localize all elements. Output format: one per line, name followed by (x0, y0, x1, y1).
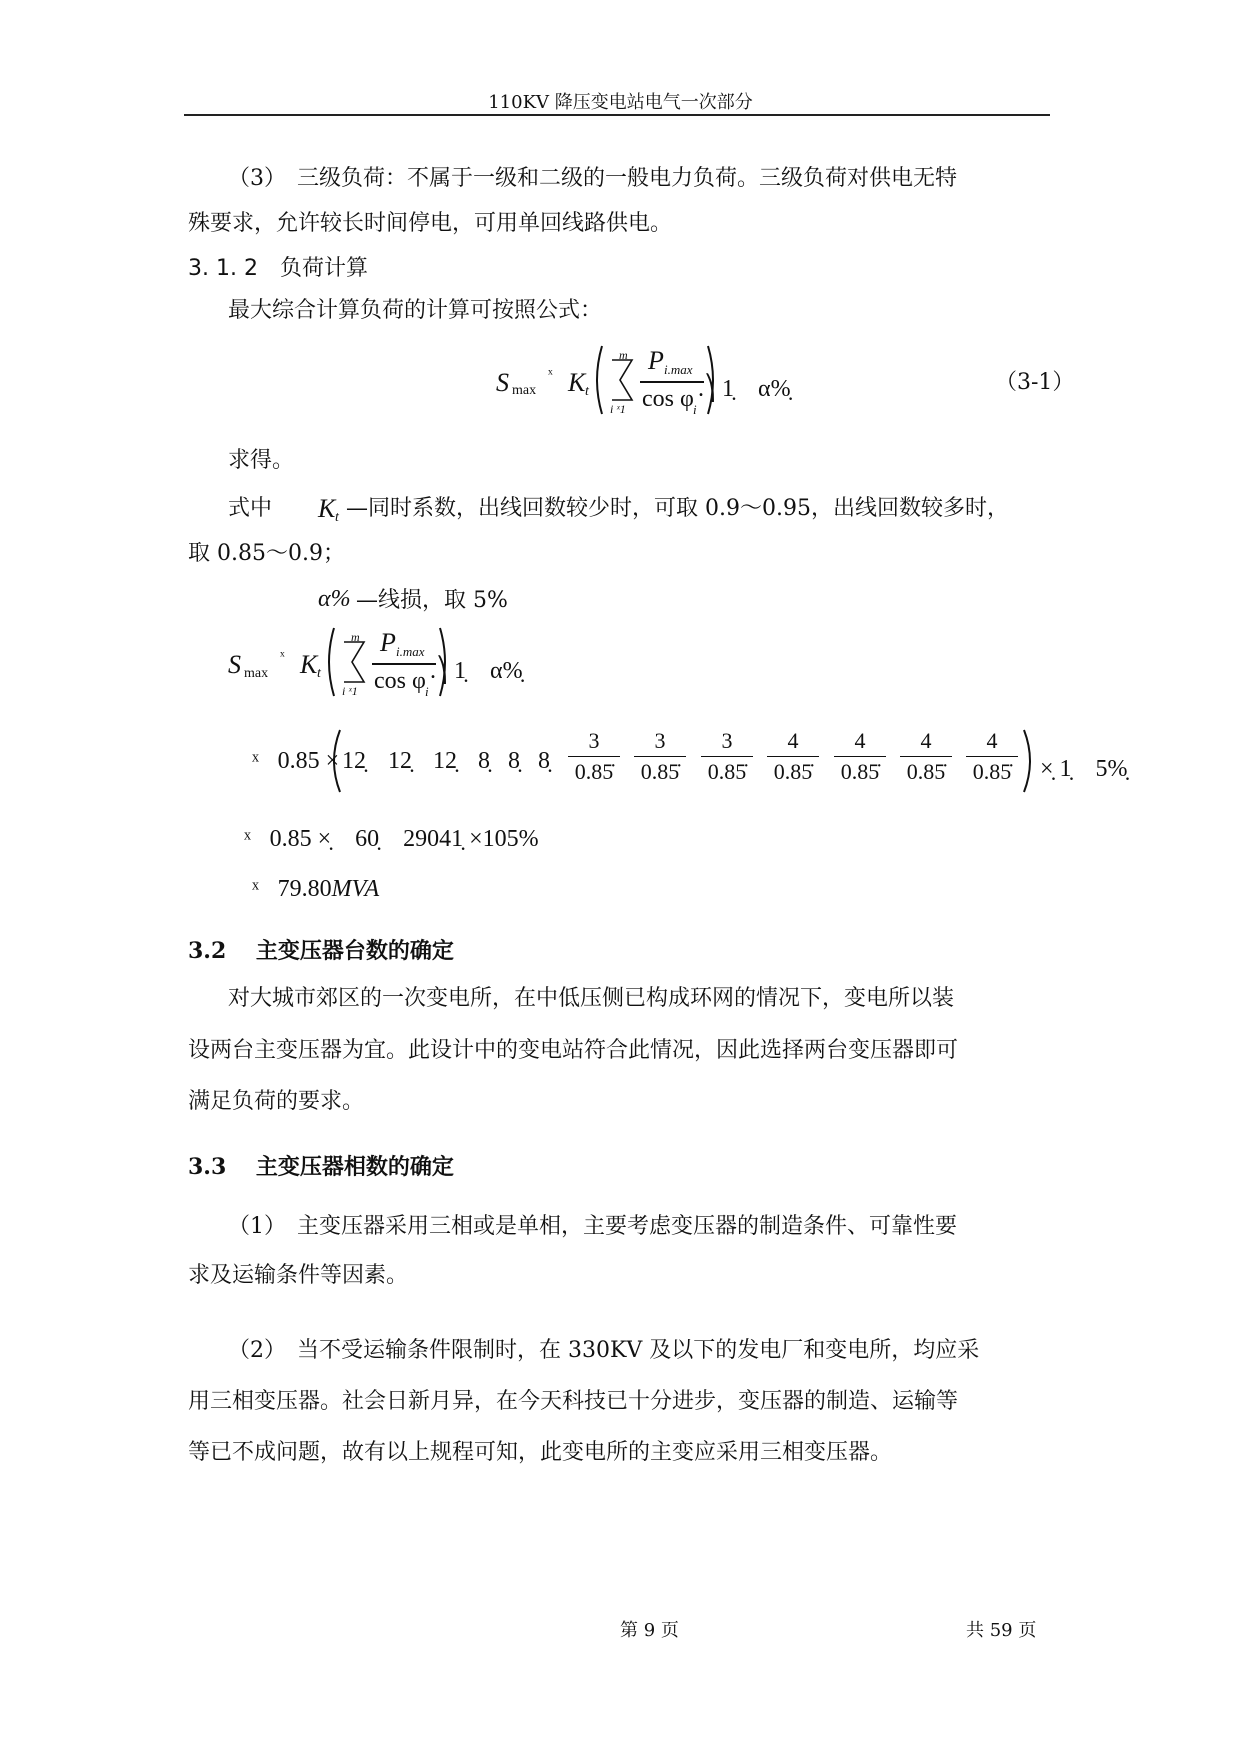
formula-symbol: S (228, 650, 241, 679)
formula-tail: .⎞ 1̣ α%̣ (698, 376, 791, 402)
formula-tail: ×̣ 1̣ 5%̣ (1040, 756, 1128, 782)
formula-numerator: P (648, 346, 664, 375)
paragraph-line: （1） 主变压器采用三相或是单相，主要考虑变压器的制造条件、可靠性要 (228, 1214, 957, 1239)
formula-fraction (634, 728, 686, 785)
fraction-numerator: 4 (767, 728, 819, 757)
symbol-alpha: α% (318, 586, 351, 612)
formula-result (252, 876, 379, 903)
section-heading-3-1-2: 3. 1. 2 负荷计算 (188, 256, 368, 281)
formula-sigma-top: m (619, 348, 628, 362)
paragraph-line: （3） 三级负荷：不属于一级和二级的一般电力负荷。三级负荷对供电无特 (228, 166, 957, 191)
page-header-title: 110KV 降压变电站电气一次部分 (488, 92, 753, 113)
formula-subscript: i (693, 402, 697, 417)
symbol-k-subscript: t (335, 510, 339, 525)
page-total: 共 59 页 (966, 1620, 1037, 1641)
formula-term: 8̣ (508, 748, 520, 774)
paragraph-line: 取 0.85～0.9； (188, 541, 345, 566)
formula-symbol: S (496, 368, 509, 397)
formula-subscript: max (512, 383, 537, 398)
fraction-bar (640, 381, 704, 383)
formula-result-unit: MVA (331, 876, 380, 902)
formula-numerator: P (380, 628, 396, 657)
paragraph-line: 用三相变压器。社会日新月异，在今天科技已十分进步，变压器的制造、运输等 (188, 1389, 959, 1414)
formula-denominator: cos φ (642, 386, 694, 412)
paragraph-line: 式中 (228, 496, 273, 521)
formula-sigma-bottom: i ˣ1 (342, 684, 358, 698)
formula-subscript: i.max (664, 362, 693, 377)
formula-subscript: i (425, 684, 429, 699)
formula-symbol: K (300, 650, 318, 679)
formula-sigma-top: m (351, 630, 360, 644)
fraction-denominator: 0.85̇ (906, 759, 946, 784)
formula-subscript: t (585, 384, 589, 399)
formula-term: 12̣ (433, 748, 457, 774)
formula-fraction (900, 728, 952, 785)
formula-result-value: ˣ᪰79.80 (252, 876, 332, 902)
paragraph-line: 求及运输条件等因素。 (188, 1263, 409, 1288)
formula-subscript: max (244, 666, 269, 681)
header-divider (184, 114, 1050, 116)
section-heading-3-2: 3.2 主变压器台数的确定 (188, 938, 454, 964)
formula-fraction (834, 728, 886, 785)
symbol-k: K (318, 494, 336, 523)
fraction-bar (372, 663, 436, 665)
fraction-denominator: 0.85̇ (640, 759, 680, 784)
formula-fraction (966, 728, 1018, 785)
formula-fraction (767, 728, 819, 785)
fraction-denominator: 0.85̇ (707, 759, 747, 784)
paragraph-line: 设两台主变压器为宜。此设计中的变电站符合此情况，因此选择两台变压器即可 (188, 1038, 959, 1063)
right-paren (1018, 726, 1038, 796)
formula-tail: .⎞ 1̣ α%̣ (430, 658, 523, 684)
paragraph-line: （2） 当不受运输条件限制时，在 330KV 及以下的发电厂和变电所，均应采 (228, 1338, 980, 1363)
paragraph-line: —同时系数，出线回数较少时，可取 0.9～0.95，出线回数较多时， (346, 496, 1009, 521)
formula-term: 12̣ (388, 748, 412, 774)
fraction-denominator: 0.85̇ (840, 759, 880, 784)
formula-term: 12̣ (342, 748, 366, 774)
formula-fraction (701, 728, 753, 785)
fraction-numerator: 4 (900, 728, 952, 757)
fraction-denominator: 0.85̇ (972, 759, 1012, 784)
page-number: 第 9 页 (620, 1620, 679, 1641)
formula-fraction (568, 728, 620, 785)
equation-number: （3-1） (995, 370, 1075, 395)
paragraph-line: 殊要求，允许较长时间停电，可用单回线路供电。 (188, 211, 673, 236)
formula-result-step: ˣ᪰0.85 ×̣ 60̣ 29041̣ ×105% (244, 826, 539, 852)
fraction-denominator: 0.85̇ (574, 759, 614, 784)
formula-lead: ˣ᪰0.85 × (252, 748, 340, 774)
paragraph-line: 对大城市郊区的一次变电所，在中低压侧已构成环网的情况下，变电所以装 (228, 986, 955, 1011)
formula-subscript: i.max (396, 644, 425, 659)
fraction-numerator: 4 (966, 728, 1018, 757)
section-heading-3-3: 3.3 主变压器相数的确定 (188, 1154, 454, 1180)
paragraph-line: 满足负荷的要求。 (188, 1089, 365, 1114)
formula-symbol: K (568, 368, 586, 397)
formula-denominator: cos φ (374, 668, 426, 694)
paragraph-line: —线损，取 5% (356, 588, 508, 613)
formula-subscript: t (317, 666, 321, 681)
fraction-numerator: 4 (834, 728, 886, 757)
paragraph-line: 等已不成问题，故有以上规程可知，此变电所的主变应采用三相变压器。 (188, 1440, 893, 1465)
fraction-numerator: 3 (634, 728, 686, 757)
formula-term: 8̣ (538, 748, 550, 774)
fraction-numerator: 3 (701, 728, 753, 757)
formula-equals: ˣ᪰ (548, 366, 566, 383)
fraction-denominator: 0.85̇ (773, 759, 813, 784)
formula-equals: ˣ᪰ (280, 648, 298, 665)
paragraph-line: 最大综合计算负荷的计算可按照公式： (228, 298, 603, 323)
formula-sigma-bottom: i ˣ1 (610, 402, 626, 416)
formula-term: 8̣ (478, 748, 490, 774)
fraction-numerator: 3 (568, 728, 620, 757)
paragraph-line: 求得。 (228, 448, 295, 473)
